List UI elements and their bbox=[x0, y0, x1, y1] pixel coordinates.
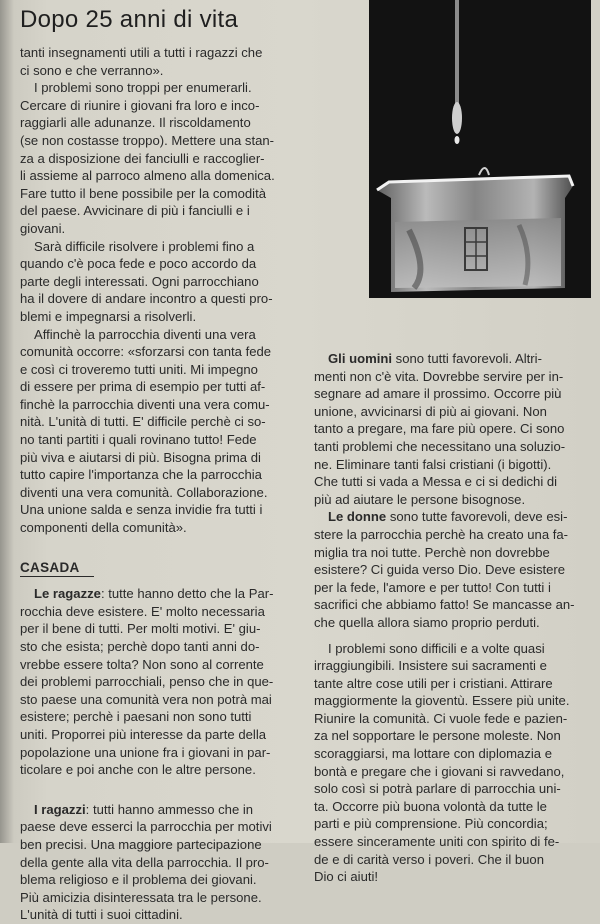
text-line: li assieme al parroco almeno alla domenica. bbox=[20, 168, 275, 184]
text-line: ticolare e poi anche con le altre persone. bbox=[20, 762, 256, 778]
uomini-paragraph bbox=[314, 350, 592, 508]
text-line: più viva e aiutarsi di più. Bisogna prima di bbox=[20, 449, 261, 465]
binding-shadow bbox=[0, 0, 14, 843]
beaker-image bbox=[369, 0, 591, 298]
text-line: popolazione una unione fra i giovani in par- bbox=[20, 744, 271, 760]
text-line: de e di carità verso i poveri. Che il buon bbox=[314, 851, 544, 867]
text-line: (se non costasse troppo). Mettere una stan- bbox=[20, 132, 275, 148]
text-line: essere sinceramente uniti con spirito di fe- bbox=[314, 834, 560, 850]
text-line: bontà e pregare che i giovani si ravvedano, bbox=[314, 763, 565, 779]
text-line: Affinchè la parrocchia diventi una vera bbox=[34, 326, 256, 342]
text-line: blemi e impegnarsi a risolverli. bbox=[20, 308, 197, 324]
text-line: I problemi sono troppi per enumerarli. bbox=[34, 80, 252, 96]
text-line: I problemi sono difficili e a volte quasi bbox=[328, 640, 545, 656]
text-line: che quella allora siamo proprio perduti. bbox=[314, 614, 540, 630]
page-title: Dopo 25 anni di vita bbox=[20, 6, 239, 33]
text-line: quando c'è poca fede e poco accordo da bbox=[20, 256, 257, 272]
text-line: tante altre cose utili per i cristiani. Attirare bbox=[314, 675, 553, 691]
text-line: za nel sopportare le persone moleste. Non bbox=[314, 728, 561, 744]
intro-paragraph bbox=[20, 44, 298, 79]
text-line: blema religioso e il problema dei giovani. bbox=[20, 872, 257, 888]
text-line: giovani. bbox=[20, 220, 66, 236]
left-column bbox=[20, 44, 298, 924]
text-line: stere la parrocchia perchè ha creato una fa- bbox=[314, 526, 569, 542]
text-run: sono tutti favorevoli. Altri- bbox=[392, 351, 542, 366]
text-line: dei problemi parrocchiali, penso che in que- bbox=[20, 674, 274, 690]
uomini-lead: Gli uomini bbox=[328, 351, 393, 366]
text-line: di essere per prima di esempio per tutti af- bbox=[20, 379, 266, 395]
text-line: tanti insegnamenti utili a tutti i ragazzi che bbox=[20, 45, 263, 60]
text-line bbox=[314, 508, 592, 526]
text-line: tanti problemi che necessitano una soluzio- bbox=[314, 438, 566, 454]
text-line: e così ci troveremo tutti uniti. Mi impegno bbox=[20, 361, 258, 377]
text-line: diventi una vera comunità. Collaborazione. bbox=[20, 484, 268, 500]
text-line: del paese. Avvicinare di più i fanciulli e i bbox=[20, 203, 250, 219]
text-line: Cercare di riunire i giovani fra loro e inco- bbox=[20, 97, 260, 113]
text-line: tutto capire l'importanza che la parrocchia bbox=[20, 467, 262, 483]
text-line: esistere; perchè i paesani non sono tutti bbox=[20, 709, 252, 725]
text-line: rocchia deve esistere. E' molto necessaria bbox=[20, 603, 265, 619]
text-line: ha il dovere di andare incontro a questi pro- bbox=[20, 291, 273, 307]
text-line: ne. Eliminare tanti falsi cristiani (i bigotti). bbox=[314, 456, 552, 472]
text-line: parti e più comprensione. Più concordia; bbox=[314, 816, 548, 832]
text-line: finchè la parrocchia diventi una vera comu- bbox=[20, 396, 270, 412]
text-line: tanto a pregare, ma fare più opere. Ci sono bbox=[314, 421, 565, 437]
text-line: Riunire la comunità. Ci vuole fede e pazien- bbox=[314, 710, 568, 726]
text-line: scoraggiarsi, ma lottare con diplomazia e bbox=[314, 746, 552, 762]
ragazzi-paragraph bbox=[20, 801, 298, 924]
text-line: Sarà difficile risolvere i problemi fino a bbox=[34, 238, 255, 254]
text-line: parte degli interessati. Ogni parrocchiano bbox=[20, 273, 259, 289]
text-line: ta. Occorre più buona volontà da tutte le bbox=[314, 798, 547, 814]
text-line: comunità occorre: «sforzarsi con tanta fede bbox=[20, 344, 272, 360]
donne-paragraph bbox=[314, 508, 592, 631]
right-column bbox=[314, 350, 592, 886]
text-line: Dio ci aiuti! bbox=[314, 869, 379, 885]
text-line: della gente alla vita della parrocchia. Il pro- bbox=[20, 854, 269, 870]
text-line: Una unione salda e senza invidie fra tutti i bbox=[20, 502, 263, 518]
community-paragraph bbox=[20, 326, 298, 537]
text-line: menti non c'è vita. Dovrebbe servire per in- bbox=[314, 368, 564, 384]
text-line: segnare ad amare il prossimo. Occorre più bbox=[314, 386, 562, 402]
text-line: maggiormente la gioventù. Essere più unite. bbox=[314, 693, 570, 709]
text-line: ben precisi. Una maggiore partecipazione bbox=[20, 836, 262, 852]
section-title-casada: CASADA bbox=[20, 559, 94, 578]
text-line: sto che esista; perchè dopo tanti anni do- bbox=[20, 639, 260, 654]
problems-paragraph bbox=[20, 79, 298, 237]
text-line: uniti. Proporrei più interesse da parte della bbox=[20, 726, 267, 742]
text-run: : tutti hanno ammesso che in bbox=[85, 801, 254, 817]
text-line: no tanti partiti i quali rovinano tutto! Fede bbox=[20, 432, 257, 448]
text-line: sacrifici che abbiamo fatto! Se mancasse an- bbox=[314, 597, 575, 613]
text-line: per il bene di tutti. Per molti motivi. E' giu- bbox=[20, 621, 261, 637]
ragazze-lead: Le ragazze bbox=[34, 586, 101, 602]
text-line: componenti della comunità». bbox=[20, 520, 187, 536]
text-run: sono tutte favorevoli, deve esi- bbox=[386, 509, 568, 525]
text-line: raggiarli alle adunanze. Il riscoldamento bbox=[20, 115, 251, 131]
text-line bbox=[20, 585, 298, 603]
ragazzi-lead: I ragazzi bbox=[34, 801, 86, 817]
beaker-photo bbox=[369, 0, 591, 298]
difficulty-paragraph bbox=[20, 238, 298, 326]
text-line: miglia tra noi tutte. Perchè non dovrebbe bbox=[314, 544, 550, 560]
text-line: più ad aiutare le persone bisognose. bbox=[314, 491, 526, 507]
text-line: vrebbe essere tolta? Non sono al corrente bbox=[20, 656, 264, 672]
text-line: nità. L'unità di tutti. E' difficile perchè ci so- bbox=[20, 414, 266, 430]
text-line: Fare tutto il bene possibile per la comodità bbox=[20, 185, 267, 201]
text-line: za a disposizione dei fanciulli e raccoglier- bbox=[20, 150, 265, 166]
donne-lead: Le donne bbox=[328, 509, 387, 525]
text-line bbox=[314, 350, 592, 368]
text-line: Più amicizia disinteressata tra le persone. bbox=[20, 889, 262, 905]
text-run: : tutte hanno detto che la Par- bbox=[100, 586, 274, 602]
text-line: per la fede, l'amore e per tutto! Con tutti i bbox=[314, 579, 551, 595]
text-line bbox=[20, 801, 298, 819]
text-line: sto paese una comunità vera non potrà mai bbox=[20, 691, 272, 707]
text-line: solo così si potrà parlare di parrocchia uni- bbox=[314, 781, 561, 797]
text-line: esistere? Ci guida verso Dio. Deve esistere bbox=[314, 562, 566, 578]
text-line: unione, avvicinarsi di più ai giovani. Non bbox=[314, 403, 547, 419]
text-line: ci sono e che verranno». bbox=[20, 62, 164, 78]
text-line: Che tutti si vada a Messa e ci si dedichi di bbox=[314, 474, 558, 490]
text-line: L'unità di tutti i suoi cittadini. bbox=[20, 907, 183, 923]
text-line: paese deve esserci la parrocchia per motivi bbox=[20, 819, 272, 835]
text-line: irraggiungibili. Insistere sui sacramenti e bbox=[314, 658, 547, 674]
final-paragraph bbox=[314, 640, 592, 886]
ragazze-paragraph bbox=[20, 585, 298, 779]
